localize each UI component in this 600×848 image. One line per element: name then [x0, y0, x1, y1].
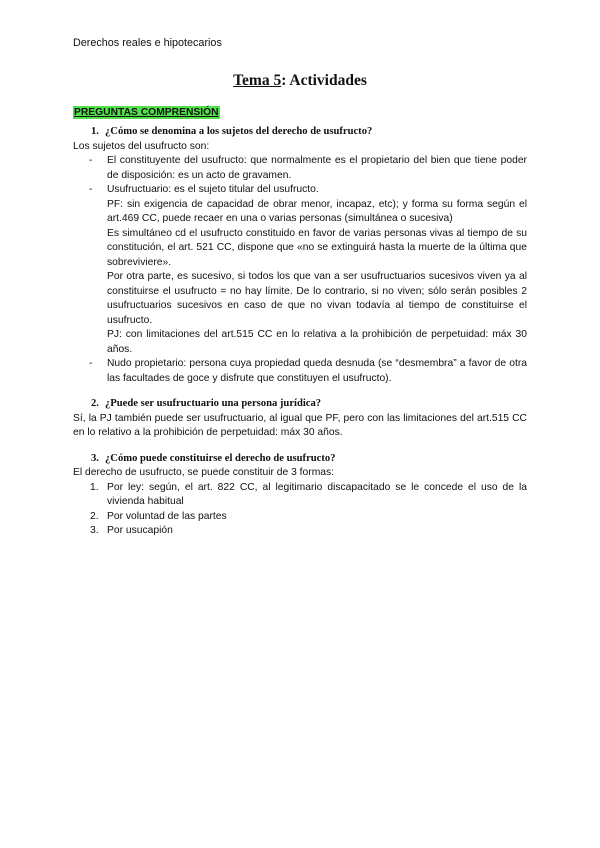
list-item-text: PF: sin exigencia de capacidad de obrar menor, incapaz, etc); y forma su forma según el art.469 CC, puede recaer en una o varias personas (simultánea o sucesiva): [107, 198, 527, 224]
question-text: ¿Puede ser usufructuario una persona jurídica?: [105, 398, 322, 409]
question-1: [73, 125, 527, 140]
list-item: [90, 481, 527, 510]
list-item-text: - Usufructuario: es el sujeto titular del usufructo.: [107, 184, 319, 195]
question-text: ¿Cómo puede constituirse el derecho de usufructo?: [105, 452, 336, 464]
section-heading: PREGUNTAS COMPRENSIÓN: [74, 107, 219, 118]
page-title: [0, 74, 600, 89]
list-item-text: Por otra parte, es sucesivo, si todos los que van a ser usufructuarios sucesivos viven ya al constituirse el usufructo = no hay límite. De lo contrario, si no viven; sólo serán posibles 2 usufructuarios sucesivos en caso de que no vivan todavía al tiempo de constituirse el usufructo.: [107, 271, 527, 326]
list-item-text: - El constituyente del usufructo: que normalmente es el propietario del bien que tiene poder de disposición: es un acto de gravamen.: [107, 155, 527, 181]
answer-text: Sí, la PJ también puede ser usufructuario, al igual que PF, pero con las limitaciones del art.515 CC en lo relativo a la prohibición de perpetuidad: máx 30 años.: [73, 412, 527, 438]
question-number: 3.: [91, 452, 99, 464]
question-3: [73, 452, 527, 467]
forms-list: [73, 481, 527, 539]
list-item: [107, 357, 527, 386]
list-item-text: Por voluntad de las partes: [107, 510, 227, 522]
question-number: 1.: [91, 126, 99, 137]
title-rest: : Actividades: [281, 72, 367, 89]
list-item: [107, 183, 527, 357]
question-2: [73, 397, 527, 412]
title-topic: Tema 5: [233, 72, 282, 89]
document-body: [73, 106, 527, 539]
running-header: Derechos reales e hipotecarios: [73, 37, 222, 49]
question-text: ¿Cómo se denomina a los sujetos del derecho de usufructo?: [105, 126, 373, 137]
list-item-text: - Nudo propietario: persona cuya propiedad queda desnuda (se “desmembra” a favor de otra las facultades de goce y disfrute que constituyen el usufructo).: [107, 358, 527, 384]
answer-intro: Los sujetos del usufructo son:: [73, 140, 210, 152]
list-number: 1.: [90, 481, 99, 493]
subjects-list: [73, 154, 527, 386]
list-item: [90, 510, 527, 525]
list-item-text: Por usucapión: [107, 525, 173, 536]
list-number: 2.: [90, 510, 99, 522]
list-item: [107, 154, 527, 183]
list-item-text: Es simultáneo cd el usufructo constituido en favor de varias personas vivas al tiempo de su constitución, el art. 521 CC, dispone que «no se extinguirá hasta la muerte de la última que sobreviviere».: [107, 227, 527, 268]
list-item-text: Por ley: según, el art. 822 CC, al legitimario discapacitado se le concede el uso de la vivienda habitual: [107, 481, 527, 507]
list-number: 3.: [90, 525, 99, 536]
question-number: 2.: [91, 398, 99, 409]
list-item: [90, 524, 527, 539]
answer-intro: El derecho de usufructo, se puede constituir de 3 formas:: [73, 467, 335, 478]
list-item-text: PJ: con limitaciones del art.515 CC en lo relativa a la prohibición de perpetuidad: máx 30 años.: [107, 329, 527, 355]
